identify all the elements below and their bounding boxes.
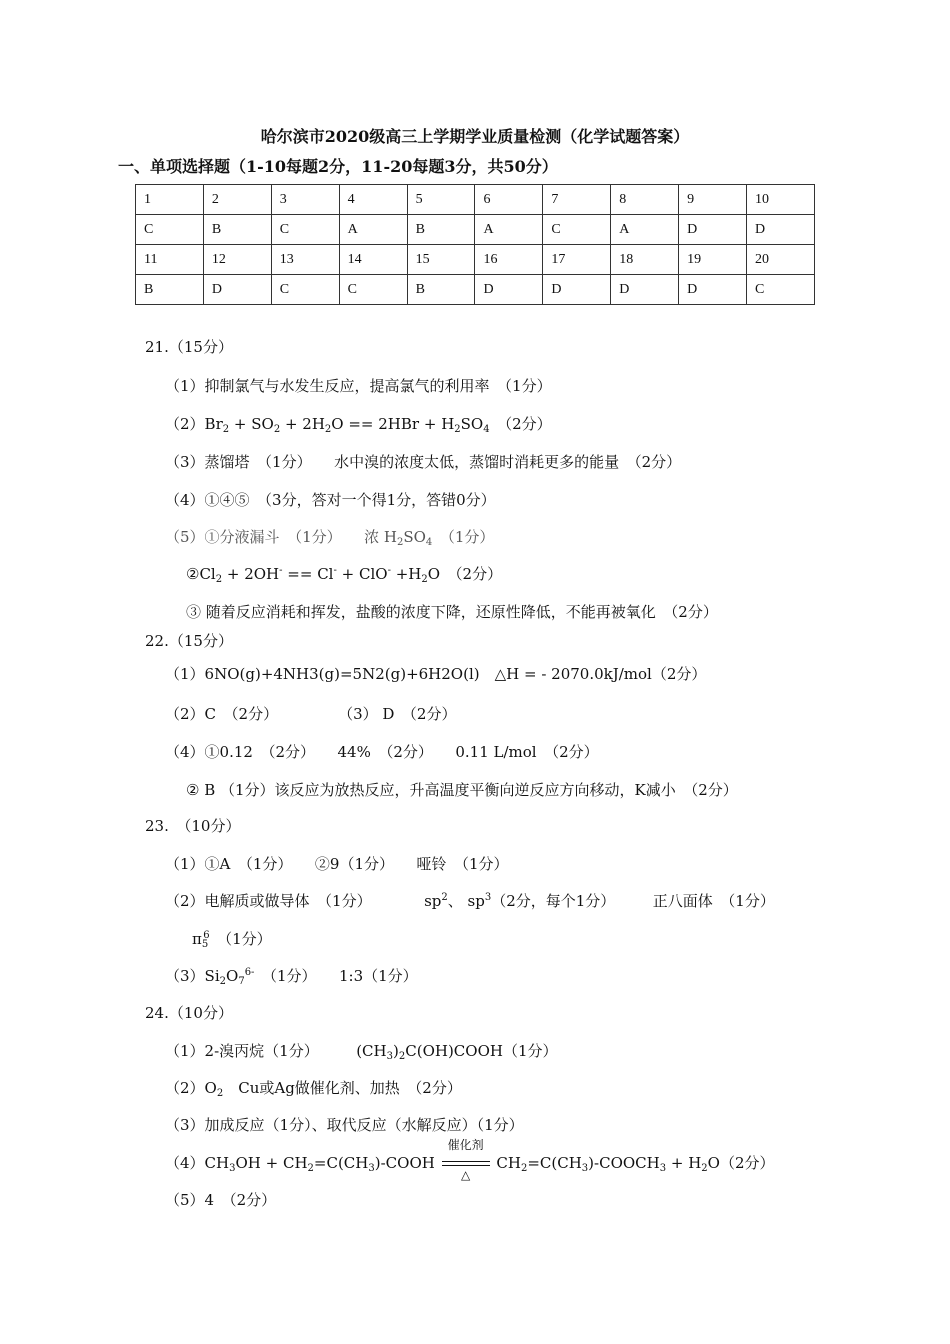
table-cell: 15 bbox=[407, 245, 475, 275]
table-cell: 3 bbox=[271, 185, 339, 215]
table-cell: 6 bbox=[475, 185, 543, 215]
table-cell: 7 bbox=[543, 185, 611, 215]
table-cell: B bbox=[407, 215, 475, 245]
table-cell: 14 bbox=[339, 245, 407, 275]
table-cell: D bbox=[679, 275, 747, 305]
table-cell: D bbox=[543, 275, 611, 305]
table-cell: 8 bbox=[611, 185, 679, 215]
q21-line-3: （3）蒸馏塔 （1分） 水中溴的浓度太低，蒸馏时消耗更多的能量 （2分） bbox=[165, 453, 682, 471]
table-row bbox=[136, 245, 815, 275]
q24-heading: 24.（10分） bbox=[145, 1004, 233, 1022]
table-cell: 1 bbox=[136, 185, 204, 215]
table-cell: D bbox=[475, 275, 543, 305]
q21-heading: 21.（15分） bbox=[145, 338, 233, 356]
table-cell: 9 bbox=[679, 185, 747, 215]
table-cell: A bbox=[339, 215, 407, 245]
q22-line-2: （2）C （2分） （3） D （2分） bbox=[165, 705, 457, 723]
reversible-arrow-icon bbox=[442, 1138, 490, 1182]
table-cell: 12 bbox=[203, 245, 271, 275]
table-cell: D bbox=[747, 215, 815, 245]
q24-line-1: （1）2-溴丙烷（1分） $(CH_3)_2C(OH)COOH(1$分） bbox=[165, 1042, 558, 1062]
table-cell: C bbox=[136, 215, 204, 245]
q21-line-1: （1）抑制氯气与水发生反应，提高氯气的利用率 （1分） bbox=[165, 377, 552, 395]
q24-line-2: $(2)O_2$ Cu或Ag做催化剂、加热 （2分） bbox=[165, 1079, 462, 1099]
q24-line-4: $(4)CH_3OH$ + $CH_2=C(CH_3)$-COOH 催化剂 △ $CH_2=C(CH_3)-COOCH_3 + H_2O(2$分） bbox=[165, 1138, 775, 1182]
table-cell: 4 bbox=[339, 185, 407, 215]
table-cell: 10 bbox=[747, 185, 815, 215]
table-row bbox=[136, 215, 815, 245]
table-cell: D bbox=[611, 275, 679, 305]
table-row bbox=[136, 185, 815, 215]
q23-line-2: （2）电解质或做导体 （1分） $sp^2$、 $sp^3(2$分，每个1分） 正八面体 （1分） bbox=[165, 892, 775, 910]
table-cell: 17 bbox=[543, 245, 611, 275]
table-cell: A bbox=[611, 215, 679, 245]
q23-heading: 23. （10分） bbox=[145, 817, 241, 835]
table-cell: C bbox=[271, 275, 339, 305]
table-cell: B bbox=[136, 275, 204, 305]
q23-line-1: （1）①A （1分） ②9（1分） 哑铃 （1分） bbox=[165, 855, 509, 873]
table-cell: C bbox=[543, 215, 611, 245]
q24-line-5: （5）4 （2分） bbox=[165, 1191, 277, 1209]
q23-line-3: $\pi_5^6$ （1分） bbox=[192, 930, 272, 950]
q22-line-4: ② B （1分）该反应为放热反应，升高温度平衡向逆反应方向移动，K减小 （2分） bbox=[186, 781, 738, 799]
table-cell: C bbox=[339, 275, 407, 305]
table-cell: B bbox=[203, 215, 271, 245]
table-cell: 13 bbox=[271, 245, 339, 275]
table-cell: D bbox=[679, 215, 747, 245]
q22-heading: 22.（15分） bbox=[145, 632, 233, 650]
document-title: 哈尔滨市2020级高三上学期学业质量检测（化学试题答案） bbox=[260, 127, 690, 146]
table-cell: C bbox=[747, 275, 815, 305]
table-cell: 18 bbox=[611, 245, 679, 275]
table-cell: 2 bbox=[203, 185, 271, 215]
table-cell: 11 bbox=[136, 245, 204, 275]
table-row bbox=[136, 275, 815, 305]
heat-symbol: △ bbox=[460, 1168, 471, 1182]
section-heading-choice: 一、单项选择题（1-10每题2分，11-20每题3分，共50分） bbox=[118, 157, 558, 176]
catalyst-label: 催化剂 bbox=[447, 1138, 484, 1152]
q23-line-4: $(3)Si_2O_7^{6-}$ （1分） 1:3（1分） bbox=[165, 967, 418, 987]
q21-line-6: $②Cl_2 + 2OH^- == Cl^- + ClO^- +H_2O$ （2分） bbox=[186, 565, 503, 585]
q21-line-5: （5）①分液漏斗 （1分） 浓 $H_2SO_4$ （1分） bbox=[165, 528, 495, 548]
q21-line-4: （4）①④⑤ （3分，答对一个得1分，答错0分） bbox=[165, 491, 496, 509]
table-cell: D bbox=[203, 275, 271, 305]
q22-line-1: （1）6NO(g)+4NH3(g)=5N2(g)+6H2O(l) △H = - 2070.0kJ/mol（2分） bbox=[165, 665, 707, 683]
table-cell: 19 bbox=[679, 245, 747, 275]
table-cell: A bbox=[475, 215, 543, 245]
q21-line-7: ③ 随着反应消耗和挥发，盐酸的浓度下降，还原性降低，不能再被氧化 （2分） bbox=[186, 603, 718, 621]
table-cell: 5 bbox=[407, 185, 475, 215]
table-cell: B bbox=[407, 275, 475, 305]
table-cell: C bbox=[271, 215, 339, 245]
table-cell: 16 bbox=[475, 245, 543, 275]
table-cell: 20 bbox=[747, 245, 815, 275]
q22-line-3: （4）①0.12 （2分） 44% （2分） 0.11 L/mol （2分） bbox=[165, 743, 599, 761]
q21-line-2: $(2)Br_2 + SO_2 + 2H_2O == 2HBr + H_2SO_4$ （2分） bbox=[165, 415, 552, 435]
q24-line-3: （3）加成反应（1分）、取代反应（水解反应）（1分） bbox=[165, 1116, 524, 1134]
answer-table bbox=[135, 184, 815, 305]
